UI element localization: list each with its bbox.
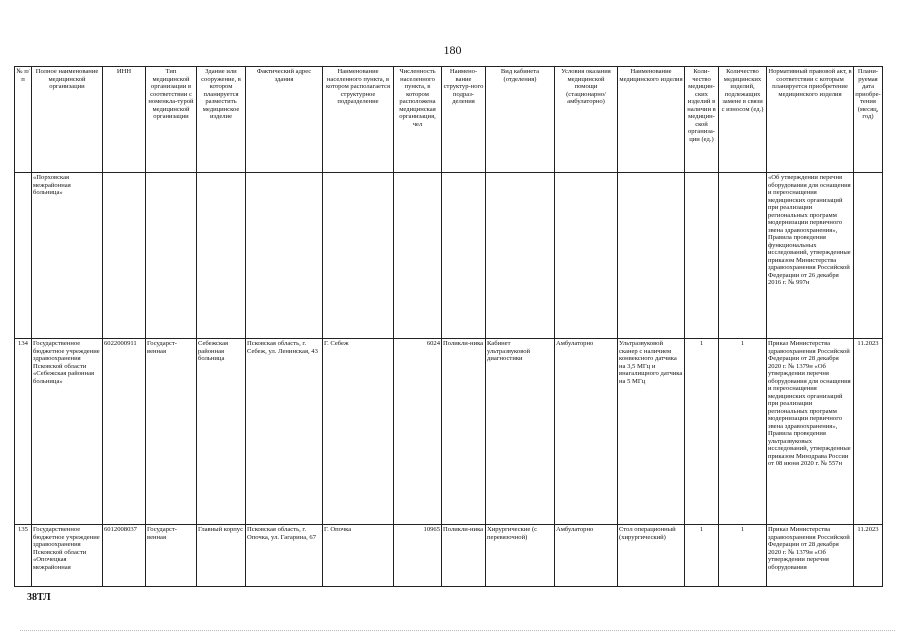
- scan-edge-line: [20, 630, 895, 634]
- col-header-replace: Количество медицинских изделий, подлежащих замене в связи с износом (ед.): [719, 67, 767, 173]
- table-row: [15, 525, 883, 587]
- cell-qty: 1: [685, 525, 719, 587]
- cell-qty: 1: [685, 339, 719, 525]
- col-header-num: № п/п: [15, 67, 32, 173]
- cell-locality: Г. Себеж: [323, 339, 394, 525]
- cell-conditions: Амбулаторно: [555, 339, 618, 525]
- col-header-device: Наименование медицинского изделия: [618, 67, 685, 173]
- cell-inn: [103, 173, 146, 339]
- cell-replace: [719, 173, 767, 339]
- cell-population: [394, 173, 442, 339]
- cell-org: Государственное бюджетное учреждение здравоохранения Псковской области «Себежская районная больница»: [32, 339, 103, 525]
- col-header-division: Наимено-вание структур-ного подраз-деления: [442, 67, 486, 173]
- footer-code: 38ТЛ: [27, 592, 51, 603]
- cell-conditions: [555, 173, 618, 339]
- cell-building: Себежская районная больница: [197, 339, 246, 525]
- cell-org: «Порховская межрайонная больница»: [32, 173, 103, 339]
- cell-room: [486, 173, 555, 339]
- col-header-conditions: Условия оказания медицинской помощи (стационарно/ амбулаторно): [555, 67, 618, 173]
- table-row: [15, 339, 883, 525]
- col-header-act: Нормативный правовой акт, в соответствии с которым планируется приобретение медицинского изделия: [767, 67, 854, 173]
- cell-num: 135: [15, 525, 32, 587]
- page-number: 180: [443, 43, 462, 57]
- cell-room: Кабинет ультразвуковой диагностики: [486, 339, 555, 525]
- cell-address: Псковская область, г. Себеж, ул. Ленинская, 43: [246, 339, 323, 525]
- col-header-address: Фактический адрес здания: [246, 67, 323, 173]
- cell-type: [146, 173, 197, 339]
- cell-building: Главный корпус: [197, 525, 246, 587]
- cell-device: Стол операционный (хирургический): [618, 525, 685, 587]
- cell-date: [854, 173, 883, 339]
- cell-replace: 1: [719, 525, 767, 587]
- col-header-inn: ИНН: [103, 67, 146, 173]
- cell-population: 10965: [394, 525, 442, 587]
- cell-population: 6024: [394, 339, 442, 525]
- cell-act: «Об утверждении перечня оборудования для оснащения и переоснащения медицинских организаций при реализации региональных программ модернизации первичного звена здравоохранения», Правила проведения функциональных исследований, утвержденные приказом Министерства здравоохранения Российской Федерации от 26 декабря 2016 г. № 997н: [767, 173, 854, 339]
- cell-date: 11.2023: [854, 339, 883, 525]
- cell-type: Государст-венная: [146, 525, 197, 587]
- table-header-row: [15, 67, 883, 173]
- col-header-date: Плани-руемая дата приобре-тения (месяц, год): [854, 67, 883, 173]
- cell-type: Государст-венная: [146, 339, 197, 525]
- cell-locality: [323, 173, 394, 339]
- cell-replace: 1: [719, 339, 767, 525]
- cell-inn: 6022000911: [103, 339, 146, 525]
- col-header-type: Тип медицинской организации в соответствии с номенкла-турой медицинской организации: [146, 67, 197, 173]
- col-header-building: Здание или сооружение, в котором планируется разместить медицинское изделие: [197, 67, 246, 173]
- cell-num: [15, 173, 32, 339]
- cell-device: [618, 173, 685, 339]
- cell-conditions: Амбулаторно: [555, 525, 618, 587]
- cell-inn: 6012008037: [103, 525, 146, 587]
- cell-locality: Г. Опочка: [323, 525, 394, 587]
- cell-division: [442, 173, 486, 339]
- col-header-room: Вид кабинета (отделения): [486, 67, 555, 173]
- equipment-table: [14, 66, 883, 587]
- cell-num: 134: [15, 339, 32, 525]
- table-row: [15, 173, 883, 339]
- cell-date: 11.2023: [854, 525, 883, 587]
- col-header-qty: Коли-чество медицин-ских изделий в наличии в медицин-ской организа-ции (ед.): [685, 67, 719, 173]
- cell-address: [246, 173, 323, 339]
- cell-device: Ультразвуковой сканер с наличием конвексного датчика на 3,5 МГц и внагалищного датчика на 5 МГц: [618, 339, 685, 525]
- cell-building: [197, 173, 246, 339]
- col-header-locality: Наименование населенного пункта, в котором располагается структурное подразделение: [323, 67, 394, 173]
- cell-org: Государственное бюджетное учреждение здравоохранения Псковской области «Опочецкая межрайонная: [32, 525, 103, 587]
- cell-division: Поликли-ника: [442, 525, 486, 587]
- cell-act: Приказ Министерства здравоохранения Российской Федерации от 28 декабря 2020 г. № 1379н «Об утверждении перечня оборудования для оснащения и переоснащения медицинских организаций при реализации региональных программ модернизации первичного звена здравоохранения», Правила проведения ультразвуковых исследований, утвержденные приказом Минздрава России от 08 июня 2020 г. № 557н: [767, 339, 854, 525]
- col-header-org: Полное наименование медицинской организации: [32, 67, 103, 173]
- cell-address: Псковская область, г. Опочка, ул. Гагарина, 67: [246, 525, 323, 587]
- cell-division: Поликли-ника: [442, 339, 486, 525]
- cell-qty: [685, 173, 719, 339]
- cell-room: Хирургические (с перевязочной): [486, 525, 555, 587]
- col-header-population: Численность населенного пункта, в котором расположена медицинская организация, чел: [394, 67, 442, 173]
- cell-act: Приказ Министерства здравоохранения Российской Федерации от 28 декабря 2020 г. № 1379н «Об утверждении перечня оборудования: [767, 525, 854, 587]
